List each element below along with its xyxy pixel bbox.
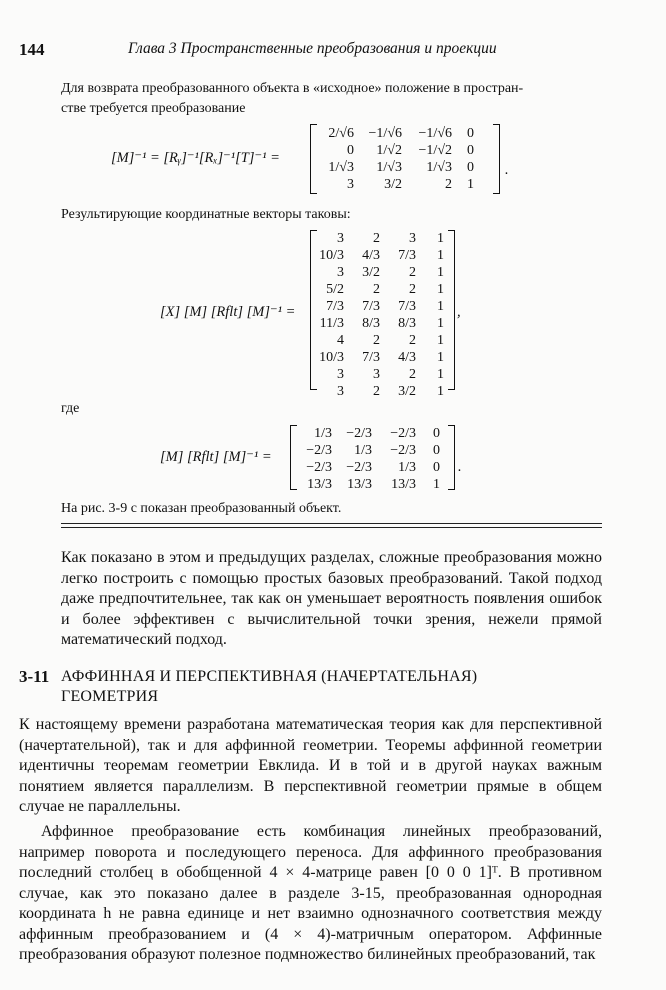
paragraph-2: К настоящему времени разработана математическая теория как для перспективной (начертательной), так и для аффинной геометрии. Теоремы аффинной геометрии идентичны теоремам геометрии Евклида. И в той и в другой науках важным понятием является параллелизм. В перспективной геометрии прямые в общем случае не параллельны.	[19, 716, 602, 815]
matrix-cell: 3	[337, 265, 344, 280]
matrix-cell: 10/3	[319, 248, 344, 263]
matrix-cell: 0	[433, 426, 440, 441]
matrix-cell: 2	[409, 367, 416, 382]
matrix-cell: 13/3	[347, 477, 372, 492]
matrix-cell: 2	[409, 333, 416, 348]
matrix-cell: 1/3	[398, 460, 416, 475]
matrix-cell: 3/2	[362, 265, 380, 280]
matrix-row	[294, 442, 440, 459]
bracket-right	[448, 230, 455, 390]
paragraph-1: Как показано в этом и предыдущих разделах, сложные преобразования можно легко построить с помощью простых базовых преобразований. Такой подход даже предпочтительнее, так как он уменьшает вероятность появления ошибок и более эффективен с вычислительной точки зрения, нежели прямой математический подход.	[61, 549, 602, 648]
eq1-end: .	[505, 162, 509, 178]
matrix-row	[314, 264, 444, 281]
eq1-matrix	[310, 124, 500, 194]
divider-bottom	[61, 527, 602, 528]
matrix-cell: 1	[437, 282, 444, 297]
matrix-cell: 4	[337, 333, 344, 348]
eq2-matrix	[310, 230, 455, 399]
eq3-lhs: [M] [Rflt] [M]⁻¹ =	[160, 449, 272, 465]
matrix-cell: 13/3	[307, 477, 332, 492]
matrix-cell: −2/3	[306, 460, 332, 475]
matrix-cell: 1/√2	[376, 143, 402, 158]
matrix-row	[314, 315, 444, 332]
matrix-cell: 3	[347, 177, 354, 192]
matrix-cell: 0	[347, 143, 354, 158]
matrix-row	[314, 247, 444, 264]
matrix-cell: 4/3	[362, 248, 380, 263]
figure-note: На рис. 3-9 c показан преобразованный объект.	[61, 501, 342, 516]
matrix-row	[294, 476, 440, 493]
bracket-right	[493, 124, 500, 194]
matrix-cell: −1/√6	[368, 126, 402, 141]
matrix-cell: 2	[373, 333, 380, 348]
matrix-cell: 1	[437, 248, 444, 263]
page-number: 144	[19, 40, 45, 59]
matrix-cell: 3	[373, 367, 380, 382]
section-title-line-2: ГЕОМЕТРИЯ	[61, 688, 159, 705]
matrix-row	[314, 349, 444, 366]
matrix-cell: −2/3	[346, 460, 372, 475]
divider-top	[61, 523, 602, 524]
matrix-cell: 1	[433, 477, 440, 492]
matrix-cell: 5/2	[326, 282, 344, 297]
matrix-cell: 4/3	[398, 350, 416, 365]
matrix-row	[316, 125, 474, 142]
matrix-cell: 1/√3	[426, 160, 452, 175]
matrix-cell: −2/3	[306, 443, 332, 458]
matrix-cell: 1	[437, 231, 444, 246]
matrix-cell: 2	[373, 231, 380, 246]
matrix-row	[314, 332, 444, 349]
matrix-row	[294, 425, 440, 442]
matrix-cell: 1/3	[354, 443, 372, 458]
matrix-row	[314, 383, 444, 400]
matrix-cell: 2	[409, 282, 416, 297]
where-word: где	[61, 401, 80, 416]
matrix-row	[316, 176, 474, 193]
matrix-cell: 1	[437, 333, 444, 348]
matrix-cell: −2/3	[390, 426, 416, 441]
matrix-cell: 7/3	[398, 299, 416, 314]
matrix-cell: 7/3	[398, 248, 416, 263]
matrix-cell: 3	[337, 384, 344, 399]
matrix-cell: 0	[433, 460, 440, 475]
matrix-cell: 1/√3	[328, 160, 354, 175]
matrix-cell: 0	[433, 443, 440, 458]
running-title: Глава 3 Пространственные преобразования и проекции	[128, 40, 497, 57]
matrix-cell: 1/√3	[376, 160, 402, 175]
matrix-cell: 1	[437, 299, 444, 314]
eq1-lhs: [M]⁻¹ = [Rᵧ]⁻¹[Rₓ]⁻¹[T]⁻¹ =	[111, 150, 280, 166]
matrix-cell: 3/2	[398, 384, 416, 399]
matrix-cell: 2	[409, 265, 416, 280]
matrix-cell: 1	[437, 316, 444, 331]
matrix-cell: 1/3	[314, 426, 332, 441]
matrix-cell: −2/3	[346, 426, 372, 441]
matrix-row	[314, 281, 444, 298]
matrix-row	[294, 459, 440, 476]
eq3-end: .	[458, 459, 462, 475]
eq3-matrix	[290, 425, 455, 490]
intro-line-1: Для возврата преобразованного объекта в «исходное» положение в простран-	[61, 81, 524, 96]
matrix-cell: 0	[467, 160, 474, 175]
matrix-cell: 2/√6	[328, 126, 354, 141]
section-title-line-1: АФФИННАЯ И ПЕРСПЕКТИВНАЯ (НАЧЕРТАТЕЛЬНАЯ)	[61, 668, 478, 685]
matrix-cell: 3	[337, 367, 344, 382]
matrix-row	[314, 366, 444, 383]
intro-text	[61, 79, 581, 119]
section-title	[61, 667, 477, 707]
matrix-cell: 7/3	[362, 350, 380, 365]
matrix-cell: 1	[437, 367, 444, 382]
matrix-cell: 1	[437, 384, 444, 399]
matrix-cell: 3	[409, 231, 416, 246]
matrix-cell: −1/√2	[418, 143, 452, 158]
matrix-cell: 8/3	[398, 316, 416, 331]
matrix-cell: 13/3	[391, 477, 416, 492]
matrix-cell: 7/3	[362, 299, 380, 314]
matrix-row	[316, 159, 474, 176]
matrix-cell: 3	[337, 231, 344, 246]
matrix-cell: 2	[373, 282, 380, 297]
eq2-lhs: [X] [M] [Rflt] [M]⁻¹ =	[160, 304, 296, 320]
section-number: 3-11	[19, 667, 50, 686]
intro-line-2: стве требуется преобразование	[61, 101, 246, 116]
matrix-cell: 10/3	[319, 350, 344, 365]
matrix-cell: 2	[445, 177, 452, 192]
matrix-cell: 1	[437, 350, 444, 365]
matrix-row	[314, 230, 444, 247]
matrix-cell: 7/3	[326, 299, 344, 314]
matrix-cell: −2/3	[390, 443, 416, 458]
matrix-cell: −1/√6	[418, 126, 452, 141]
paragraph-3: Аффинное преобразование есть комбинация линейных преобразований, например поворота и последующего переноса. Для аффинного преобразования последний столбец в обобщенной 4 × 4-матрице равен [0 0 0 1]ᵀ. В противном случае, как это показано далее в разделе 3-15, преобразованная однородная координата h не равна единице и нет взаимно однозначного соответствия между аффинным преобразованием и (4 × 4)-матричным оператором. Аффинные преобразования образуют полезное подмножество билинейных преобразований, так	[19, 823, 602, 963]
matrix-row	[316, 142, 474, 159]
matrix-cell: 0	[467, 126, 474, 141]
matrix-cell: 8/3	[362, 316, 380, 331]
matrix-cell: 0	[467, 143, 474, 158]
matrix-cell: 2	[373, 384, 380, 399]
matrix-cell: 1	[467, 177, 474, 192]
eq2-end: ,	[457, 304, 461, 320]
matrix-cell: 11/3	[319, 316, 344, 331]
result-intro: Результирующие координатные векторы таковы:	[61, 207, 351, 222]
matrix-cell: 3/2	[384, 177, 402, 192]
matrix-cell: 1	[437, 265, 444, 280]
bracket-right	[448, 425, 455, 490]
matrix-row	[314, 298, 444, 315]
